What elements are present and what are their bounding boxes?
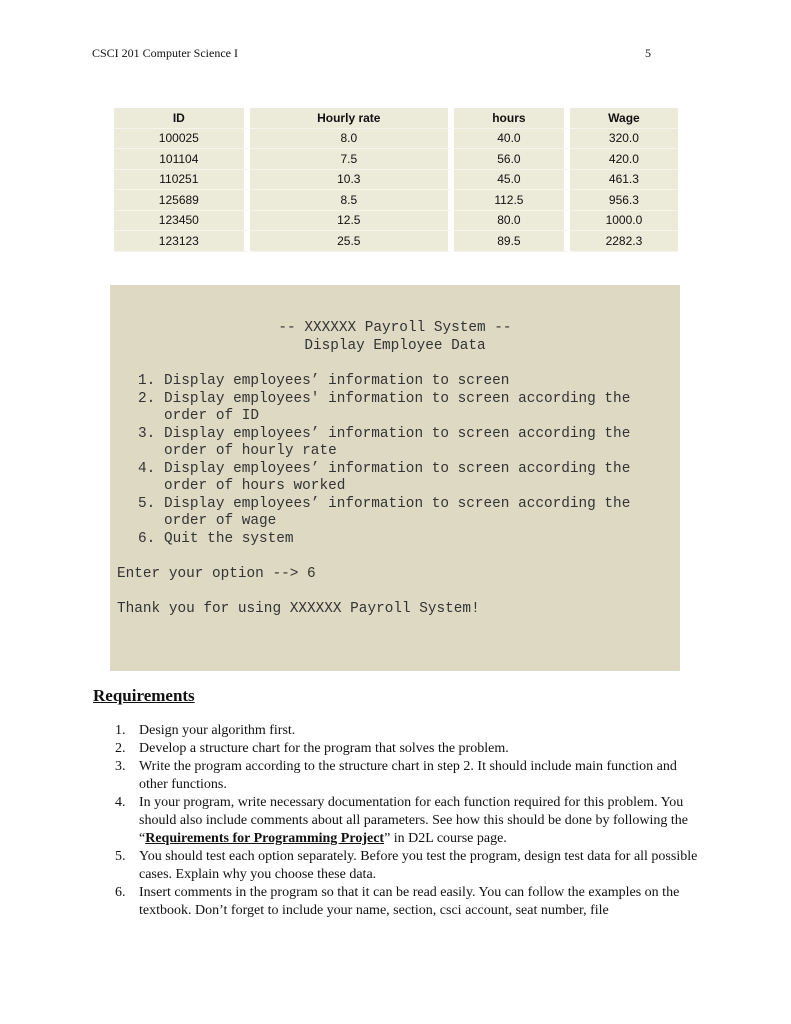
requirement-item: 3. Write the program according to the structure chart in step 2. It should include main function and other functions.: [115, 759, 677, 792]
table-row: [114, 129, 678, 150]
requirement-text-after: ” in D2L course page.: [384, 831, 507, 846]
column-header-hours: hours: [454, 108, 570, 129]
requirement-item: 5. You should test each option separately. Before you test the program, design test data for all possible cases. Explain why you choose these data.: [115, 849, 698, 882]
requirement-text: You should test each option separately. Before you test the program, design test data for all possible cases. Explain why you choose these data.: [139, 849, 698, 882]
menu-item: 1. Display employees’ information to screen: [138, 373, 510, 389]
cell-hourly-rate: 8.0: [250, 129, 454, 150]
cell-hourly-rate: 10.3: [250, 170, 454, 191]
cell-wage: 320.0: [570, 129, 678, 150]
requirement-text-before: In your program, write necessary documentation for each function required for this problem. You should also include comments about all parameters. See how this should be done by following the “: [139, 795, 689, 846]
cell-id: 123123: [114, 231, 250, 252]
cell-id: 101104: [114, 149, 250, 170]
cell-hours: 56.0: [454, 149, 570, 170]
menu-item: 2. Display employees' information to screen according the order of ID: [138, 390, 631, 424]
requirement-item: 6. Insert comments in the program so that it can be read easily. You can follow the examples on the textbook. Don’t forget to include your name, section, csci account, seat number, file: [115, 885, 680, 918]
column-header-hourly-rate: Hourly rate: [250, 108, 454, 129]
requirement-text: Insert comments in the program so that it can be read easily. You can follow the examples on the textbook. Don’t forget to include your name, section, csci account, seat number, file: [139, 885, 680, 918]
cell-hourly-rate: 12.5: [250, 211, 454, 232]
cell-wage: 2282.3: [570, 231, 678, 252]
console-goodbye: Thank you for using XXXXXX Payroll System!: [117, 601, 480, 617]
requirement-text: Design your algorithm first.: [139, 723, 296, 738]
requirement-text: Write the program according to the structure chart in step 2. It should include main function and other functions.: [139, 759, 677, 792]
cell-hourly-rate: 7.5: [250, 149, 454, 170]
table-row: [114, 170, 678, 191]
column-header-id: ID: [114, 108, 250, 129]
cell-id: 125689: [114, 190, 250, 211]
menu-item-text: Display employees’ information to screen according the order of wage: [164, 495, 631, 529]
console-prompt: Enter your option --> 6: [117, 566, 316, 582]
console-output: [110, 285, 680, 671]
cell-hourly-rate: 8.5: [250, 190, 454, 211]
cell-id: 110251: [114, 170, 250, 191]
menu-item-text: Display employees’ information to screen according the order of hours worked: [164, 460, 631, 494]
requirements-doc-link[interactable]: Requirements for Programming Project: [145, 831, 385, 846]
console-title: -- XXXXXX Payroll System --: [278, 320, 512, 336]
requirements-list: [92, 722, 702, 920]
cell-hours: 40.0: [454, 129, 570, 150]
menu-item: 4. Display employees’ information to screen according the order of hours worked: [138, 460, 631, 494]
cell-hours: 80.0: [454, 211, 570, 232]
menu-item-text: Display employees’ information to screen: [164, 373, 510, 389]
cell-id: 100025: [114, 129, 250, 150]
cell-hours: 89.5: [454, 231, 570, 252]
requirement-item: 2. Develop a structure chart for the program that solves the problem.: [115, 741, 509, 756]
cell-wage: 1000.0: [570, 211, 678, 232]
page-number: 5: [645, 46, 651, 60]
cell-hours: 45.0: [454, 170, 570, 191]
requirement-text: Develop a structure chart for the program that solves the problem.: [139, 741, 509, 756]
cell-id: 123450: [114, 211, 250, 232]
menu-item: 3. Display employees’ information to screen according the order of hourly rate: [138, 425, 631, 459]
requirements-heading: Requirements: [93, 686, 195, 705]
table-header-row: [114, 108, 678, 129]
menu-item: 6. Quit the system: [138, 530, 294, 547]
menu-item-text: Display employees' information to screen according the order of ID: [164, 390, 631, 424]
menu-item: 5. Display employees’ information to screen according the order of wage: [138, 495, 631, 529]
table-row: [114, 231, 678, 252]
column-header-wage: Wage: [570, 108, 678, 129]
cell-wage: 461.3: [570, 170, 678, 191]
cell-hours: 112.5: [454, 190, 570, 211]
table-row: [114, 190, 678, 211]
cell-hourly-rate: 25.5: [250, 231, 454, 252]
requirement-item: 1. Design your algorithm first.: [115, 723, 296, 738]
menu-item-text: Display employees’ information to screen according the order of hourly rate: [164, 425, 631, 459]
console-subtitle: Display Employee Data: [304, 338, 486, 354]
table-row: [114, 211, 678, 232]
cell-wage: 956.3: [570, 190, 678, 211]
course-header: CSCI 201 Computer Science I: [92, 46, 238, 60]
console-menu: [117, 373, 677, 548]
table-row: [114, 149, 678, 170]
cell-wage: 420.0: [570, 149, 678, 170]
requirement-item: 4. In your program, write necessary documentation for each function required for this problem. You should also include comments about all parameters. See how this should be done by following the “Requirements for Programming Project” in D2L course page.: [115, 795, 689, 846]
menu-item-text: Quit the system: [164, 530, 294, 547]
employee-table: [114, 108, 678, 252]
